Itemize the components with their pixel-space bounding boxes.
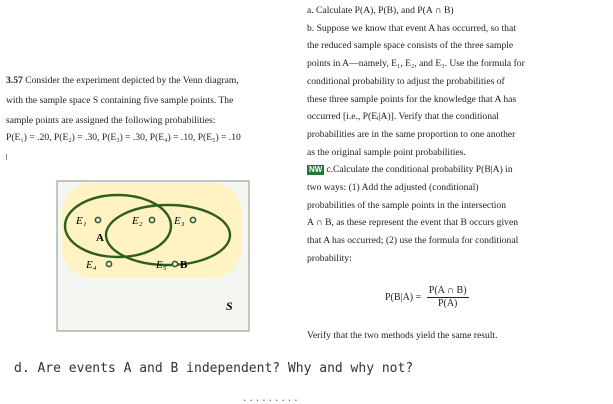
formula-denominator: P(A) — [437, 298, 458, 309]
point-e3-label: E₃ — [174, 215, 185, 227]
part-b-line-4: conditional probability to adjust the probabilities of — [307, 75, 505, 87]
part-b-line-3: points in A—namely, E₁, E₂, and E₃. Use the formula for — [307, 58, 525, 70]
point-e1-label: E₁ — [76, 215, 87, 227]
question-parts — [307, 2, 607, 268]
part-b-line-7: probabilities are in the same proportion to one another — [307, 128, 516, 140]
problem-statement-text: Consider the experiment depicted by the Venn diagram, — [25, 75, 239, 86]
probabilities-line: P(E₁) = .20, P(E₂) = .30, P(E₃) = .30, P(E₄) = .10, P(E₅) = .10 — [6, 132, 241, 143]
problem-statement-line-3: sample points are assigned the following probabilities: — [6, 115, 216, 126]
part-c-line-3: probabilities of the sample points in the intersection — [307, 199, 507, 211]
point-e2-dot — [149, 217, 154, 222]
verify-instruction: Verify that the two methods yield the same result. — [307, 330, 498, 341]
problem-statement-line-1 — [6, 71, 239, 91]
part-a-text: a. Calculate P(A), P(B), and P(A ∩ B) — [307, 5, 454, 16]
formula-numerator: P(A ∩ B) — [428, 285, 467, 296]
part-b-line-8: as the original sample point probabilities. — [307, 146, 466, 158]
conditional-probability-formula — [385, 285, 469, 310]
event-a-label: A — [96, 232, 104, 244]
part-c-line-5: that A has occurred; (2) use the formula for conditional — [307, 235, 519, 247]
part-c-line-2: two ways: (1) Add the adjusted (conditional) — [307, 182, 479, 194]
part-c-text: c.Calculate the conditional probability P(B|A) in — [326, 164, 513, 176]
point-e5-dot — [172, 261, 177, 266]
text-cursor — [6, 154, 7, 160]
point-e1-dot — [95, 217, 100, 222]
formula-fraction — [427, 285, 469, 310]
part-c-line-1 — [307, 161, 607, 179]
part-c-line-4: A ∩ B, as these represent the event that B occurs given — [307, 217, 519, 229]
part-b-line-2: the reduced sample space consists of the three sample — [307, 40, 514, 52]
part-b-line-6: occurred [i.e., P(Eᵢ|A)]. Verify that the conditional — [307, 111, 499, 123]
nw-badge: NW — [309, 165, 323, 175]
point-e4-label: E₄ — [86, 259, 97, 271]
part-b-line-1: b. Suppose we know that event A has occurred, so that — [307, 22, 516, 34]
part-b-line-5: these three sample points for the knowledge that A has — [307, 93, 517, 105]
formula-lhs: P(B|A) = — [385, 291, 422, 303]
part-c-line-6: probability: — [307, 252, 352, 264]
point-e4-dot — [106, 261, 111, 266]
problem-statement-line-2: with the sample space S containing five sample points. The — [6, 95, 234, 106]
part-d-question: d. Are events A and B independent? Why and why not? — [14, 361, 414, 376]
more-content-dots: ......... — [242, 394, 300, 404]
point-e5-label: E₅ — [156, 259, 167, 271]
event-b-label: B — [180, 259, 188, 271]
point-e3-dot — [190, 217, 195, 222]
venn-diagram — [56, 180, 250, 332]
problem-number: 3.57 — [6, 75, 23, 86]
point-e2-label: E₂ — [132, 215, 143, 227]
sample-space-label: S — [226, 299, 233, 313]
